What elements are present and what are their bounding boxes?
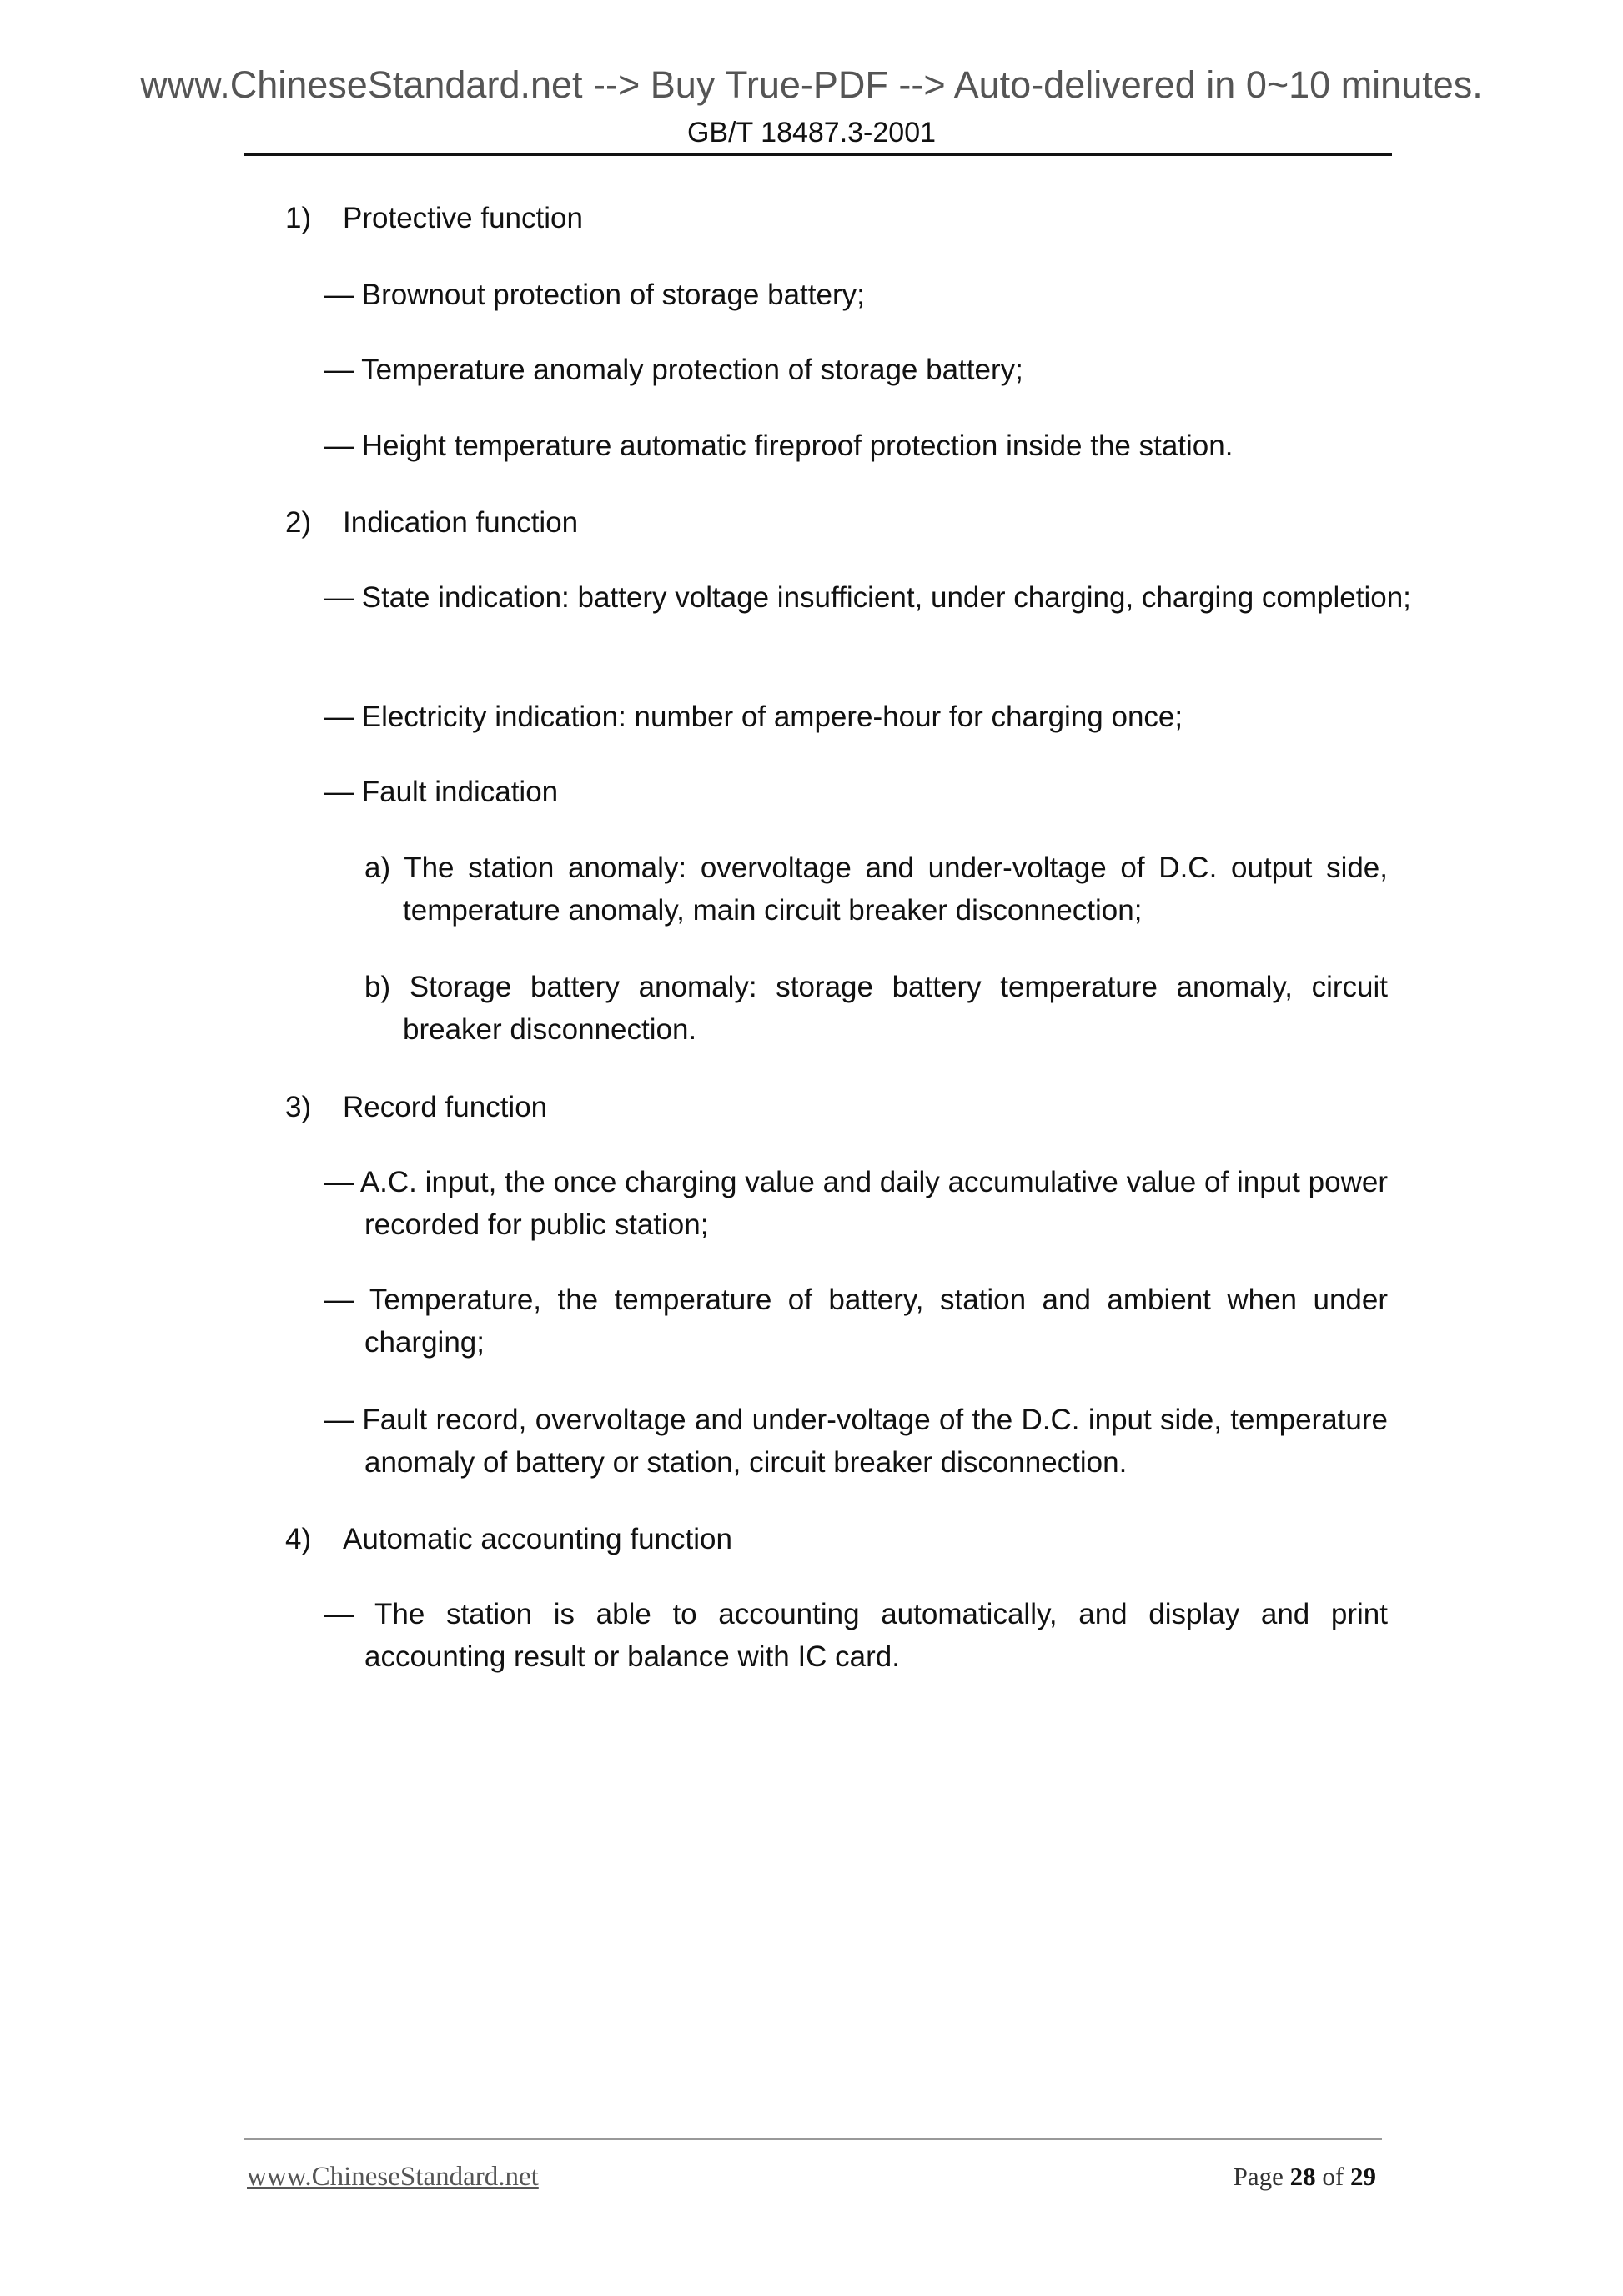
page-indicator bbox=[1234, 2162, 1376, 2192]
footer-website-link[interactable]: www.ChineseStandard.net bbox=[247, 2162, 539, 2192]
page-label: Page bbox=[1233, 2162, 1284, 2191]
list-item: — State indication: battery voltage insufficient, under charging, charging completion; bbox=[324, 581, 1411, 614]
section-number: 3) bbox=[285, 1091, 312, 1123]
list-item: — Temperature anomaly protection of storage battery; bbox=[324, 354, 1023, 386]
sub-item: a) The station anomaly: overvoltage and under-voltage of D.C. output side, temperature anomaly, main circuit breaker disconnection; bbox=[364, 852, 1388, 927]
list-item: — Height temperature automatic fireproof protection inside the station. bbox=[324, 430, 1234, 462]
header-banner: www.ChineseStandard.net --> Buy True-PDF --> Auto-delivered in 0~10 minutes. bbox=[140, 63, 1483, 106]
section-title: Automatic accounting function bbox=[343, 1523, 732, 1555]
list-item: — The station is able to accounting automatically, and display and print accounting result or balance with IC card. bbox=[324, 1598, 1388, 1673]
list-item: — Fault record, overvoltage and under-voltage of the D.C. input side, temperature anomaly of battery or station, circuit breaker disconnection. bbox=[324, 1404, 1388, 1479]
section-title: Record function bbox=[343, 1091, 548, 1123]
list-item: — Electricity indication: number of ampere-hour for charging once; bbox=[324, 701, 1183, 733]
list-item: — Temperature, the temperature of battery, station and ambient when under charging; bbox=[324, 1284, 1388, 1359]
header-divider bbox=[244, 153, 1392, 156]
section-number: 4) bbox=[285, 1523, 312, 1555]
list-item: — Fault indication bbox=[324, 776, 559, 808]
sub-item: b) Storage battery anomaly: storage battery temperature anomaly, circuit breaker disconnection. bbox=[364, 971, 1388, 1046]
list-item: — A.C. input, the once charging value and daily accumulative value of input power recorded for public station; bbox=[324, 1166, 1388, 1241]
standard-number: GB/T 18487.3-2001 bbox=[686, 117, 937, 148]
page-number: 28 bbox=[1289, 2162, 1316, 2191]
of-label: of bbox=[1322, 2162, 1344, 2191]
section-number: 2) bbox=[285, 506, 312, 539]
section-title: Protective function bbox=[343, 202, 583, 234]
section-title: Indication function bbox=[343, 506, 579, 539]
list-item: — Brownout protection of storage battery; bbox=[324, 279, 865, 311]
page-total: 29 bbox=[1350, 2162, 1376, 2191]
section-number: 1) bbox=[285, 202, 312, 234]
footer-divider bbox=[244, 2138, 1382, 2140]
